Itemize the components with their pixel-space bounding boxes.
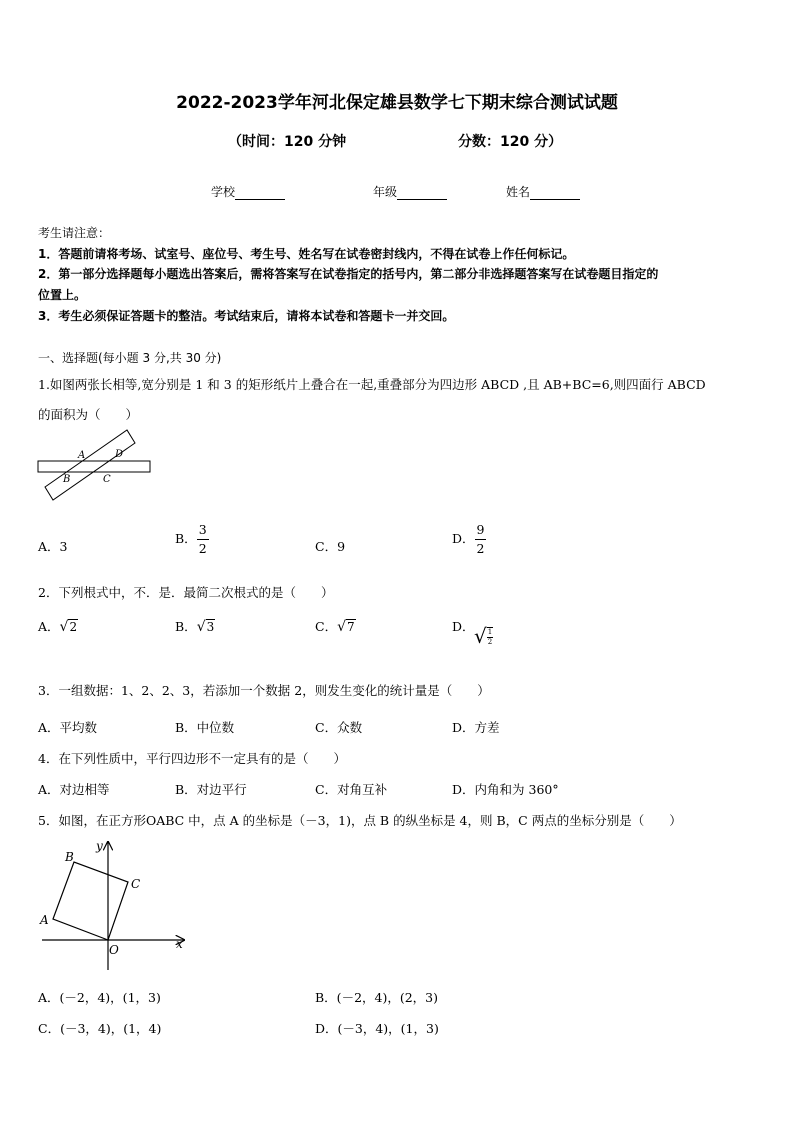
q5-label-c: C bbox=[131, 877, 141, 891]
q2-option-a-prefix: A． bbox=[38, 619, 60, 634]
grade-label: 年级 bbox=[373, 185, 398, 199]
q2-option-d[interactable] bbox=[452, 617, 475, 635]
q4-option-c[interactable]: C．对角互补 bbox=[315, 782, 388, 797]
grade-field bbox=[373, 183, 447, 200]
q5-option-a[interactable]: A．(－2，4)，(1，3) bbox=[38, 990, 161, 1005]
q1-option-b-den: 2 bbox=[198, 540, 207, 556]
name-label: 姓名 bbox=[506, 185, 531, 199]
q2-option-b-prefix: B． bbox=[175, 619, 197, 634]
notice-item-2-cont: 位置上。 bbox=[38, 288, 87, 302]
q2-option-b[interactable] bbox=[175, 617, 215, 635]
q2-option-b-radical bbox=[197, 619, 216, 635]
q1-label-d: D bbox=[115, 449, 124, 460]
section-heading: 一、选择题(每小题 3 分,共 30 分) bbox=[38, 351, 222, 365]
q2-option-d-num: 1 bbox=[487, 627, 493, 636]
notice-item-2: 2．第一部分选择题每小题选出答案后，需将答案写在试卷指定的括号内，第二部分非选择题答案写在试卷题目指定的 bbox=[38, 267, 659, 281]
q2-text: 2．下列根式中，不．是．最简二次根式的是（ ） bbox=[38, 585, 334, 600]
q1-horizontal-strip bbox=[38, 461, 150, 472]
q2-option-c-radicand: 7 bbox=[347, 620, 355, 634]
q2-option-c-prefix: C． bbox=[315, 619, 338, 634]
q3-option-b[interactable]: B．中位数 bbox=[175, 720, 235, 735]
q3-text: 3．一组数据：1、2、2、3，若添加一个数据 2，则发生变化的统计量是（ ） bbox=[38, 683, 490, 698]
q1-option-d-den: 2 bbox=[476, 540, 485, 556]
q5-figure bbox=[36, 836, 196, 976]
notice-item-1: 1．答题前请将考场、试室号、座位号、考生号、姓名写在试卷密封线内，不得在试卷上作任何标记。 bbox=[38, 247, 575, 261]
q1-option-d[interactable] bbox=[452, 524, 486, 555]
sqrt-icon: √ bbox=[59, 619, 69, 635]
name-blank bbox=[530, 187, 580, 200]
school-label: 学校 bbox=[211, 185, 236, 199]
q1-label-b: B bbox=[63, 474, 71, 485]
q4-option-a[interactable]: A．对边相等 bbox=[38, 782, 110, 797]
q1-option-d-fraction bbox=[475, 524, 487, 555]
q1-option-b-prefix: B． bbox=[175, 531, 197, 546]
q5-option-c[interactable]: C．(－3，4)，(1，4) bbox=[38, 1021, 162, 1036]
q1-figure bbox=[36, 428, 156, 508]
q5-label-a: A bbox=[40, 913, 49, 927]
q1-option-d-num: 9 bbox=[475, 524, 487, 540]
q2-option-c[interactable] bbox=[315, 617, 356, 635]
name-field bbox=[506, 183, 580, 200]
q2-option-a-radicand: 2 bbox=[69, 620, 78, 634]
q2-option-c-radical bbox=[337, 619, 356, 635]
q2-option-d-prefix: D． bbox=[452, 619, 475, 634]
q5-square bbox=[53, 862, 128, 940]
q5-text: 5．如图，在正方形OABC 中，点 A 的坐标是（－3，1)，点 B 的纵坐标是 4，则 B，C 两点的坐标分别是（ ） bbox=[38, 813, 682, 828]
q3-option-c[interactable]: C．众数 bbox=[315, 720, 363, 735]
q1-text-cont: 的面积为（ ） bbox=[38, 407, 139, 422]
sqrt-icon: √ bbox=[474, 624, 487, 648]
q5-label-x: x bbox=[176, 937, 183, 951]
q1-option-c[interactable]: C．9 bbox=[315, 539, 346, 554]
q1-option-b-num: 3 bbox=[197, 524, 209, 540]
q1-option-b-fraction bbox=[197, 524, 209, 555]
school-field bbox=[211, 183, 285, 200]
q4-option-b[interactable]: B．对边平行 bbox=[175, 782, 247, 797]
q5-label-o: O bbox=[109, 943, 119, 957]
q3-option-d[interactable]: D．方差 bbox=[452, 720, 500, 735]
q2-option-b-radicand: 3 bbox=[206, 620, 215, 634]
q5-label-y: y bbox=[96, 839, 103, 853]
school-blank bbox=[235, 187, 285, 200]
q1-option-a[interactable]: A．3 bbox=[38, 539, 68, 554]
q1-option-d-prefix: D． bbox=[452, 531, 475, 546]
q1-label-a: A bbox=[78, 450, 86, 461]
q1-label-c: C bbox=[103, 474, 111, 485]
exam-time: （时间：120 分钟 bbox=[228, 134, 347, 150]
exam-score: 分数：120 分） bbox=[458, 134, 563, 150]
notice-item-3: 3．考生必须保证答题卡的整洁。考试结束后，请将本试卷和答题卡一并交回。 bbox=[38, 309, 455, 323]
q2-option-d-radical bbox=[474, 624, 493, 648]
q1-text: 1.如图两张长相等,宽分别是 1 和 3 的矩形纸片上叠合在一起,重叠部分为四边形 ABCD ,且 AB+BC=6,则四面行 ABCD bbox=[38, 377, 706, 392]
notice-heading: 考生请注意： bbox=[38, 226, 111, 240]
q2-option-a[interactable] bbox=[38, 617, 78, 635]
sqrt-icon: √ bbox=[337, 619, 346, 635]
document-title: 2022-2023学年河北保定雄县数学七下期末综合测试试题 bbox=[176, 93, 618, 113]
q5-option-b[interactable]: B．(－2，4)，(2，3) bbox=[315, 990, 439, 1005]
q3-option-a[interactable]: A．平均数 bbox=[38, 720, 98, 735]
q5-label-b: B bbox=[65, 850, 74, 864]
q1-slanted-strip bbox=[45, 430, 135, 500]
sqrt-icon: √ bbox=[196, 619, 206, 635]
q5-option-d[interactable]: D．(－3，4)，(1，3) bbox=[315, 1021, 439, 1036]
q2-option-d-den: 2 bbox=[487, 637, 493, 646]
q2-option-d-fraction bbox=[487, 627, 493, 646]
grade-blank bbox=[397, 187, 447, 200]
q2-option-a-radical bbox=[60, 619, 79, 635]
q1-option-b[interactable] bbox=[175, 524, 209, 555]
q4-text: 4．在下列性质中，平行四边形不一定具有的是（ ） bbox=[38, 751, 346, 766]
q4-option-d[interactable]: D．内角和为 360° bbox=[452, 782, 559, 797]
